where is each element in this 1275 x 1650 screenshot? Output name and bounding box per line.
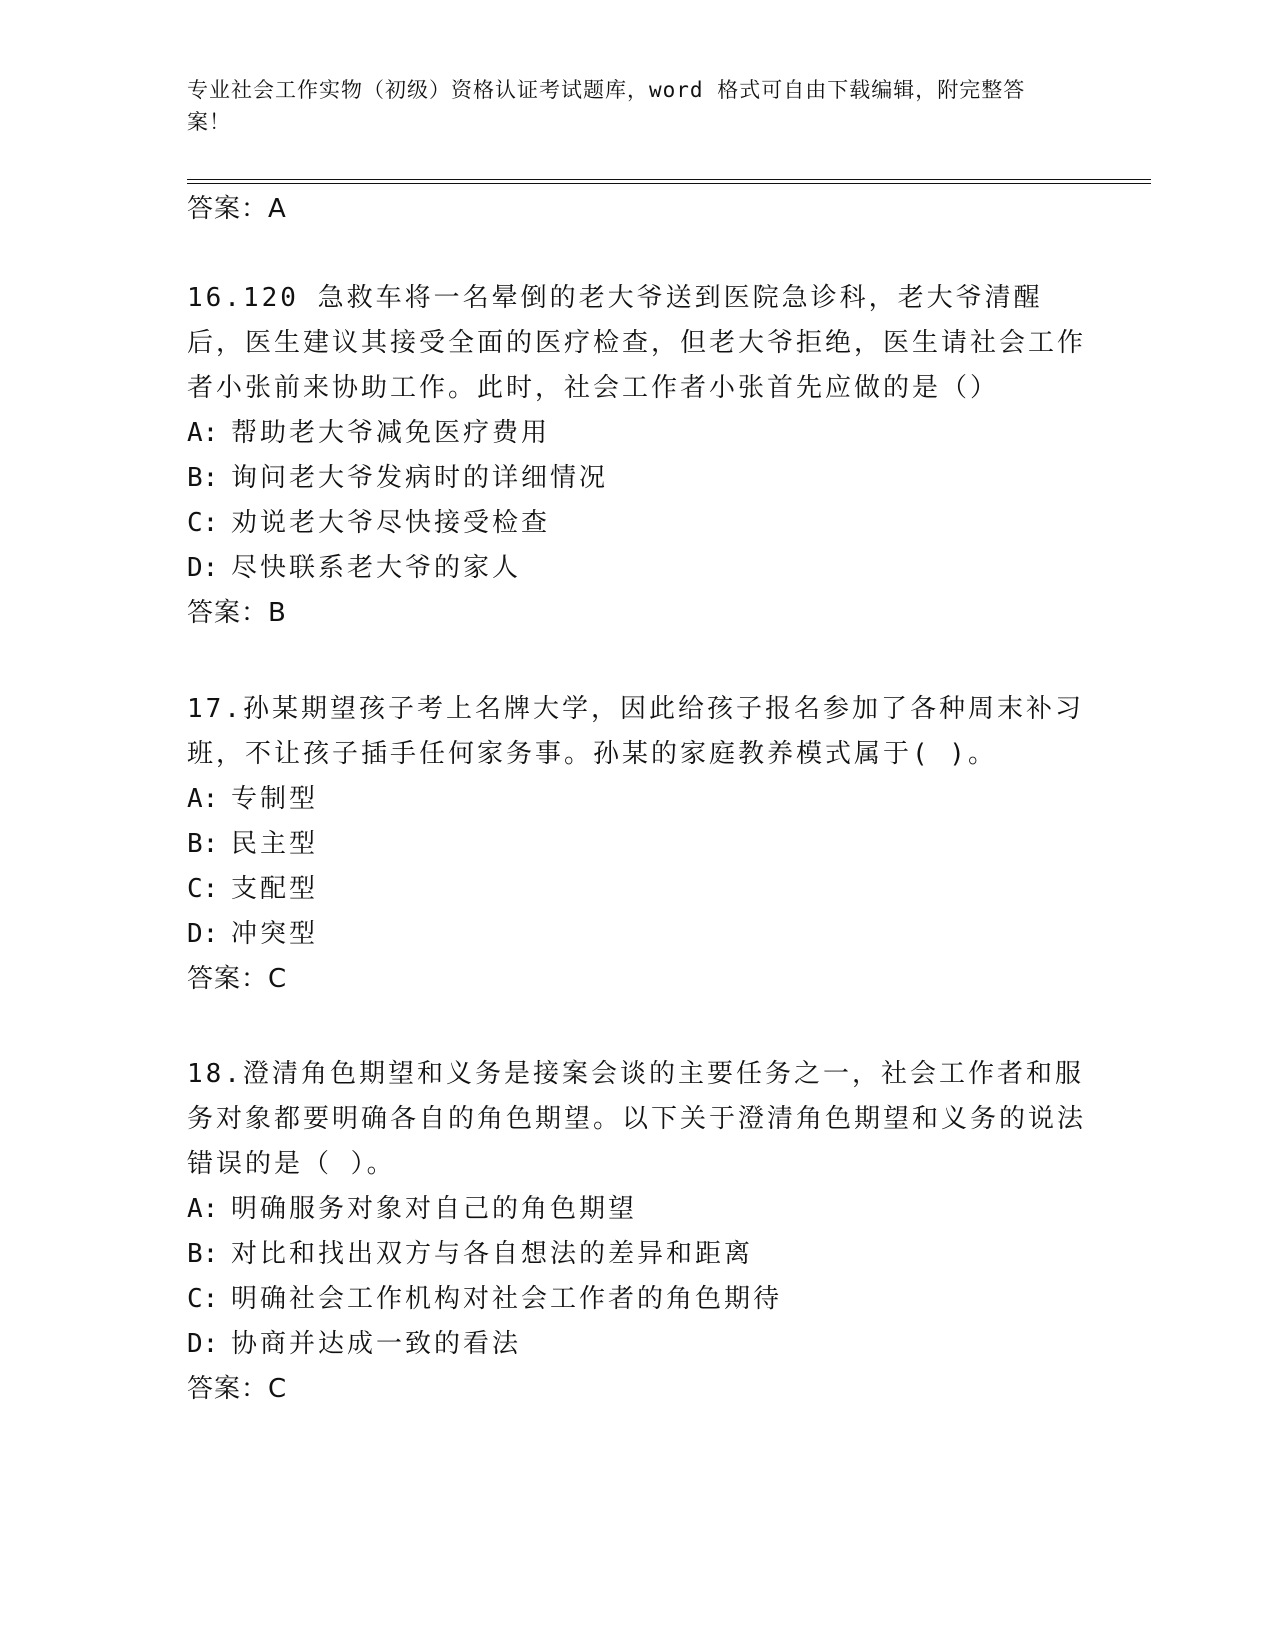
option-a — [187, 411, 1087, 456]
option-b — [187, 822, 1087, 867]
question-17 — [187, 687, 1087, 1002]
option-text: 帮助老大爷减免医疗费用 — [231, 418, 551, 448]
question-stem: 18.澄清角色期望和义务是接案会谈的主要任务之一，社会工作者和服务对象都要明确各自的角色期望。以下关于澄清角色期望和义务的说法错误的是（ ）。 — [187, 1059, 1087, 1179]
page-header-text: 专业社会工作实物（初级）资格认证考试题库，word 格式可自由下载编辑，附完整答案！ — [187, 78, 1026, 134]
question-16 — [187, 276, 1087, 636]
answer-label: 答案：C — [187, 964, 288, 994]
option-text: 询问老大爷发病时的详细情况 — [231, 463, 609, 493]
previous-answer: 答案：A — [187, 194, 287, 224]
option-b — [187, 1232, 1087, 1277]
option-d — [187, 546, 1087, 591]
option-d — [187, 1322, 1087, 1367]
question-stem: 17.孙某期望孩子考上名牌大学，因此给孩子报名参加了各种周末补习班，不让孩子插手任何家务事。孙某的家庭教养模式属于( )。 — [187, 694, 1084, 769]
option-key: C: — [187, 1284, 219, 1314]
answer-label: 答案：C — [187, 1374, 288, 1404]
option-text: 劝说老大爷尽快接受检查 — [231, 508, 551, 538]
option-key: A: — [187, 418, 219, 448]
option-key: A: — [187, 1194, 219, 1224]
option-key: D: — [187, 919, 219, 949]
option-a — [187, 1187, 1087, 1232]
option-c — [187, 1277, 1087, 1322]
option-b — [187, 456, 1087, 501]
option-key: B: — [187, 1239, 219, 1269]
header-divider-top — [187, 179, 1151, 180]
option-c — [187, 501, 1087, 546]
option-key: A: — [187, 784, 219, 814]
answer-label: 答案：B — [187, 598, 287, 628]
option-key: D: — [187, 553, 219, 583]
option-text: 尽快联系老大爷的家人 — [231, 553, 522, 583]
option-key: C: — [187, 508, 219, 538]
option-text: 对比和找出双方与各自想法的差异和距离 — [231, 1239, 754, 1269]
option-key: B: — [187, 829, 219, 859]
header-divider-bottom — [187, 183, 1151, 184]
question-stem: 16.120 急救车将一名晕倒的老大爷送到医院急诊科，老大爷清醒后，医生建议其接受全面的医疗检查，但老大爷拒绝，医生请社会工作者小张前来协助工作。此时，社会工作者小张首先应做的是（） — [187, 283, 1087, 403]
option-key: B: — [187, 463, 219, 493]
option-key: C: — [187, 874, 219, 904]
option-text: 协商并达成一致的看法 — [231, 1329, 522, 1359]
option-a — [187, 777, 1087, 822]
option-text: 专制型 — [231, 784, 319, 814]
option-text: 民主型 — [231, 829, 319, 859]
option-d — [187, 912, 1087, 957]
option-text: 明确社会工作机构对社会工作者的角色期待 — [231, 1284, 783, 1314]
option-text: 支配型 — [231, 874, 319, 904]
option-c — [187, 867, 1087, 912]
option-text: 冲突型 — [231, 919, 319, 949]
option-text: 明确服务对象对自己的角色期望 — [231, 1194, 638, 1224]
question-18 — [187, 1052, 1087, 1412]
option-key: D: — [187, 1329, 219, 1359]
